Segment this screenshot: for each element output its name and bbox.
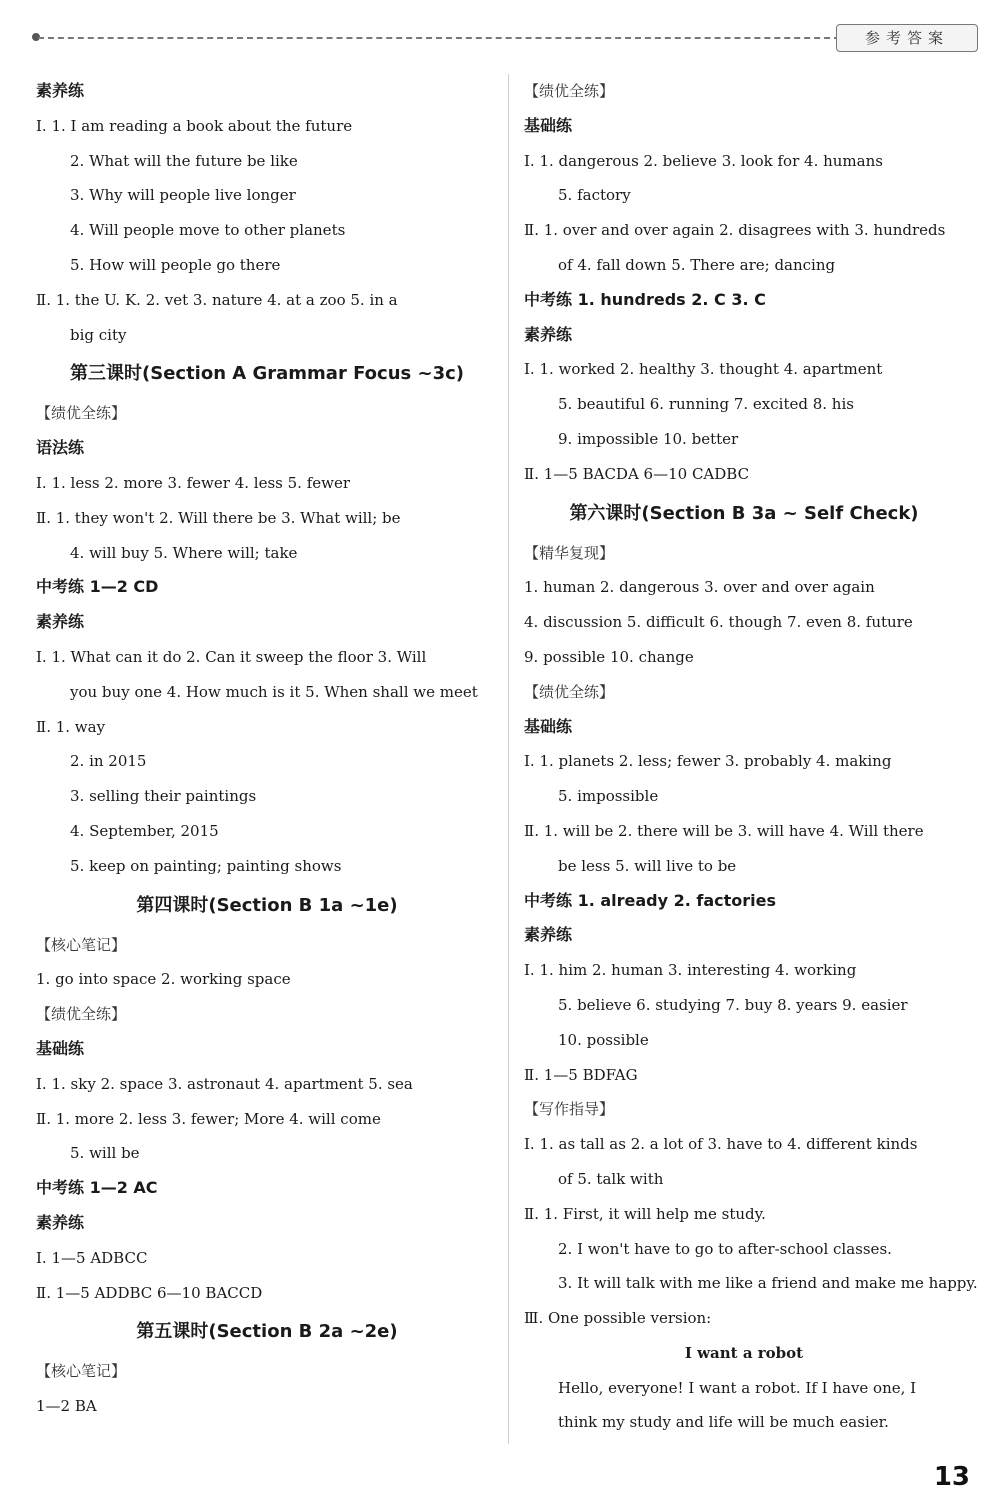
section-heading: 中考练 1—2 AC <box>36 1178 158 1198</box>
lesson-title: 第三课时(Section A Grammar Focus ~3c) <box>70 363 464 385</box>
answer-line-indented: of 4. fall down 5. There are; dancing <box>558 255 836 274</box>
answer-line-indented: of 5. talk with <box>558 1169 664 1188</box>
answer-line: Ⅱ. 1—5 BDFAG <box>524 1065 638 1084</box>
header-tag: 参考答案 <box>836 24 978 52</box>
bracket-label: 【绩优全练】 <box>36 1005 127 1024</box>
bracket-label: 【精华复现】 <box>524 543 615 562</box>
answer-line: Ⅰ. 1. dangerous 2. believe 3. look for 4. humans <box>524 151 883 170</box>
answer-line-indented: 9. impossible 10. better <box>558 429 739 448</box>
bracket-label: 【绩优全练】 <box>524 682 615 701</box>
header-rule <box>38 37 840 39</box>
answer-line: Ⅰ. 1. as tall as 2. a lot of 3. have to 4. different kinds <box>524 1135 918 1154</box>
section-heading: 中考练 1. hundreds 2. C 3. C <box>524 289 766 309</box>
section-heading: 基础练 <box>524 115 573 135</box>
answer-line: Ⅱ. 1. First, it will help me study. <box>524 1204 766 1223</box>
answer-line-indented: 2. What will the future be like <box>70 151 298 170</box>
answer-line: Ⅱ. 1. they won't 2. Will there be 3. What will; be <box>36 508 401 527</box>
answer-line-indented: 2. in 2015 <box>70 752 147 771</box>
answer-line: 9. possible 10. change <box>524 647 694 666</box>
answer-line: Ⅰ. 1. worked 2. healthy 3. thought 4. apartment <box>524 360 883 379</box>
answer-line-indented: 5. impossible <box>558 787 659 806</box>
left-column <box>36 74 498 1424</box>
answer-line-indented: be less 5. will live to be <box>558 856 737 875</box>
section-heading: 素养练 <box>36 1212 85 1232</box>
section-heading: 素养练 <box>36 612 85 632</box>
answer-line: Ⅰ. 1. planets 2. less; fewer 3. probably 4. making <box>524 752 892 771</box>
section-heading: 中考练 1. already 2. factories <box>524 890 777 910</box>
bracket-label: 【绩优全练】 <box>36 404 127 423</box>
section-heading: 基础练 <box>524 716 573 736</box>
lesson-title: 第四课时(Section B 1a ~1e) <box>136 894 398 916</box>
answer-line-indented: big city <box>70 325 127 344</box>
answer-line: 1—2 BA <box>36 1397 97 1416</box>
answer-line-indented: 4. will buy 5. Where will; take <box>70 543 298 562</box>
lesson-title: 第六课时(Section B 3a ~ Self Check) <box>569 502 919 524</box>
section-heading: 语法练 <box>36 438 85 458</box>
answer-line-indented: 3. It will talk with me like a friend and make me happy. <box>558 1274 978 1293</box>
answer-line: Ⅰ. 1. What can it do 2. Can it sweep the floor 3. Will <box>36 647 427 666</box>
right-column <box>524 74 978 1440</box>
answer-line-indented: 3. Why will people live longer <box>70 186 296 205</box>
section-heading: 素养练 <box>36 81 85 100</box>
answer-line-indented: 5. will be <box>70 1144 140 1163</box>
answer-line-indented: 5. believe 6. studying 7. buy 8. years 9. easier <box>558 995 908 1014</box>
answer-line: 1. go into space 2. working space <box>36 970 291 989</box>
answer-line-indented: 5. beautiful 6. running 7. excited 8. his <box>558 395 854 414</box>
answer-line: Ⅰ. 1. him 2. human 3. interesting 4. working <box>524 961 857 980</box>
answer-line-indented: think my study and life will be much easier. <box>558 1413 889 1432</box>
answer-line-indented: 2. I won't have to go to after-school classes. <box>558 1239 892 1258</box>
answer-line: 1. human 2. dangerous 3. over and over again <box>524 578 875 597</box>
answer-line: Ⅱ. 1. more 2. less 3. fewer; More 4. will come <box>36 1109 381 1128</box>
answer-line: Ⅰ. 1. I am reading a book about the future <box>36 116 353 135</box>
answer-line-indented: 5. How will people go there <box>70 255 281 274</box>
answer-line-indented: 5. factory <box>558 186 631 205</box>
page-number: 13 <box>933 1462 970 1492</box>
answer-line-indented: you buy one 4. How much is it 5. When shall we meet <box>70 682 478 701</box>
section-heading: 基础练 <box>36 1038 85 1058</box>
answer-line-indented: 10. possible <box>558 1030 649 1049</box>
answer-line: Ⅰ. 1. less 2. more 3. fewer 4. less 5. fewer <box>36 473 351 492</box>
bracket-label: 【写作指导】 <box>524 1100 615 1119</box>
answer-line-indented: Hello, everyone! I want a robot. If I have one, I <box>558 1378 917 1397</box>
answer-line: 4. discussion 5. difficult 6. though 7. even 8. future <box>524 613 913 632</box>
bracket-label: 【核心笔记】 <box>36 935 127 954</box>
essay-title: I want a robot <box>684 1343 804 1362</box>
answer-line: Ⅰ. 1—5 ADBCC <box>36 1248 148 1267</box>
answer-line-indented: 4. September, 2015 <box>70 821 219 840</box>
answer-line: Ⅱ. 1. will be 2. there will be 3. will have 4. Will there <box>524 821 924 840</box>
lesson-title: 第五课时(Section B 2a ~2e) <box>136 1321 398 1343</box>
bracket-label: 【绩优全练】 <box>524 82 615 100</box>
bracket-label: 【核心笔记】 <box>36 1362 127 1381</box>
answer-line: Ⅱ. 1. way <box>36 717 106 736</box>
section-heading: 素养练 <box>524 925 573 945</box>
answer-line: Ⅱ. 1. the U. K. 2. vet 3. nature 4. at a zoo 5. in a <box>36 290 398 309</box>
section-heading: 中考练 1—2 CD <box>36 577 159 597</box>
column-divider <box>508 74 509 1444</box>
answer-line-indented: 3. selling their paintings <box>70 787 257 806</box>
answer-line: Ⅱ. 1. over and over again 2. disagrees with 3. hundreds <box>524 221 946 240</box>
answer-line: Ⅱ. 1—5 BACDA 6—10 CADBC <box>524 464 750 483</box>
answer-line-indented: 4. Will people move to other planets <box>70 221 346 240</box>
answer-line: Ⅲ. One possible version: <box>524 1309 712 1328</box>
answer-line: Ⅰ. 1. sky 2. space 3. astronaut 4. apartment 5. sea <box>36 1074 413 1093</box>
answer-line: Ⅱ. 1—5 ADDBC 6—10 BACCD <box>36 1283 263 1302</box>
answer-line-indented: 5. keep on painting; painting shows <box>70 856 342 875</box>
section-heading: 素养练 <box>524 324 573 344</box>
